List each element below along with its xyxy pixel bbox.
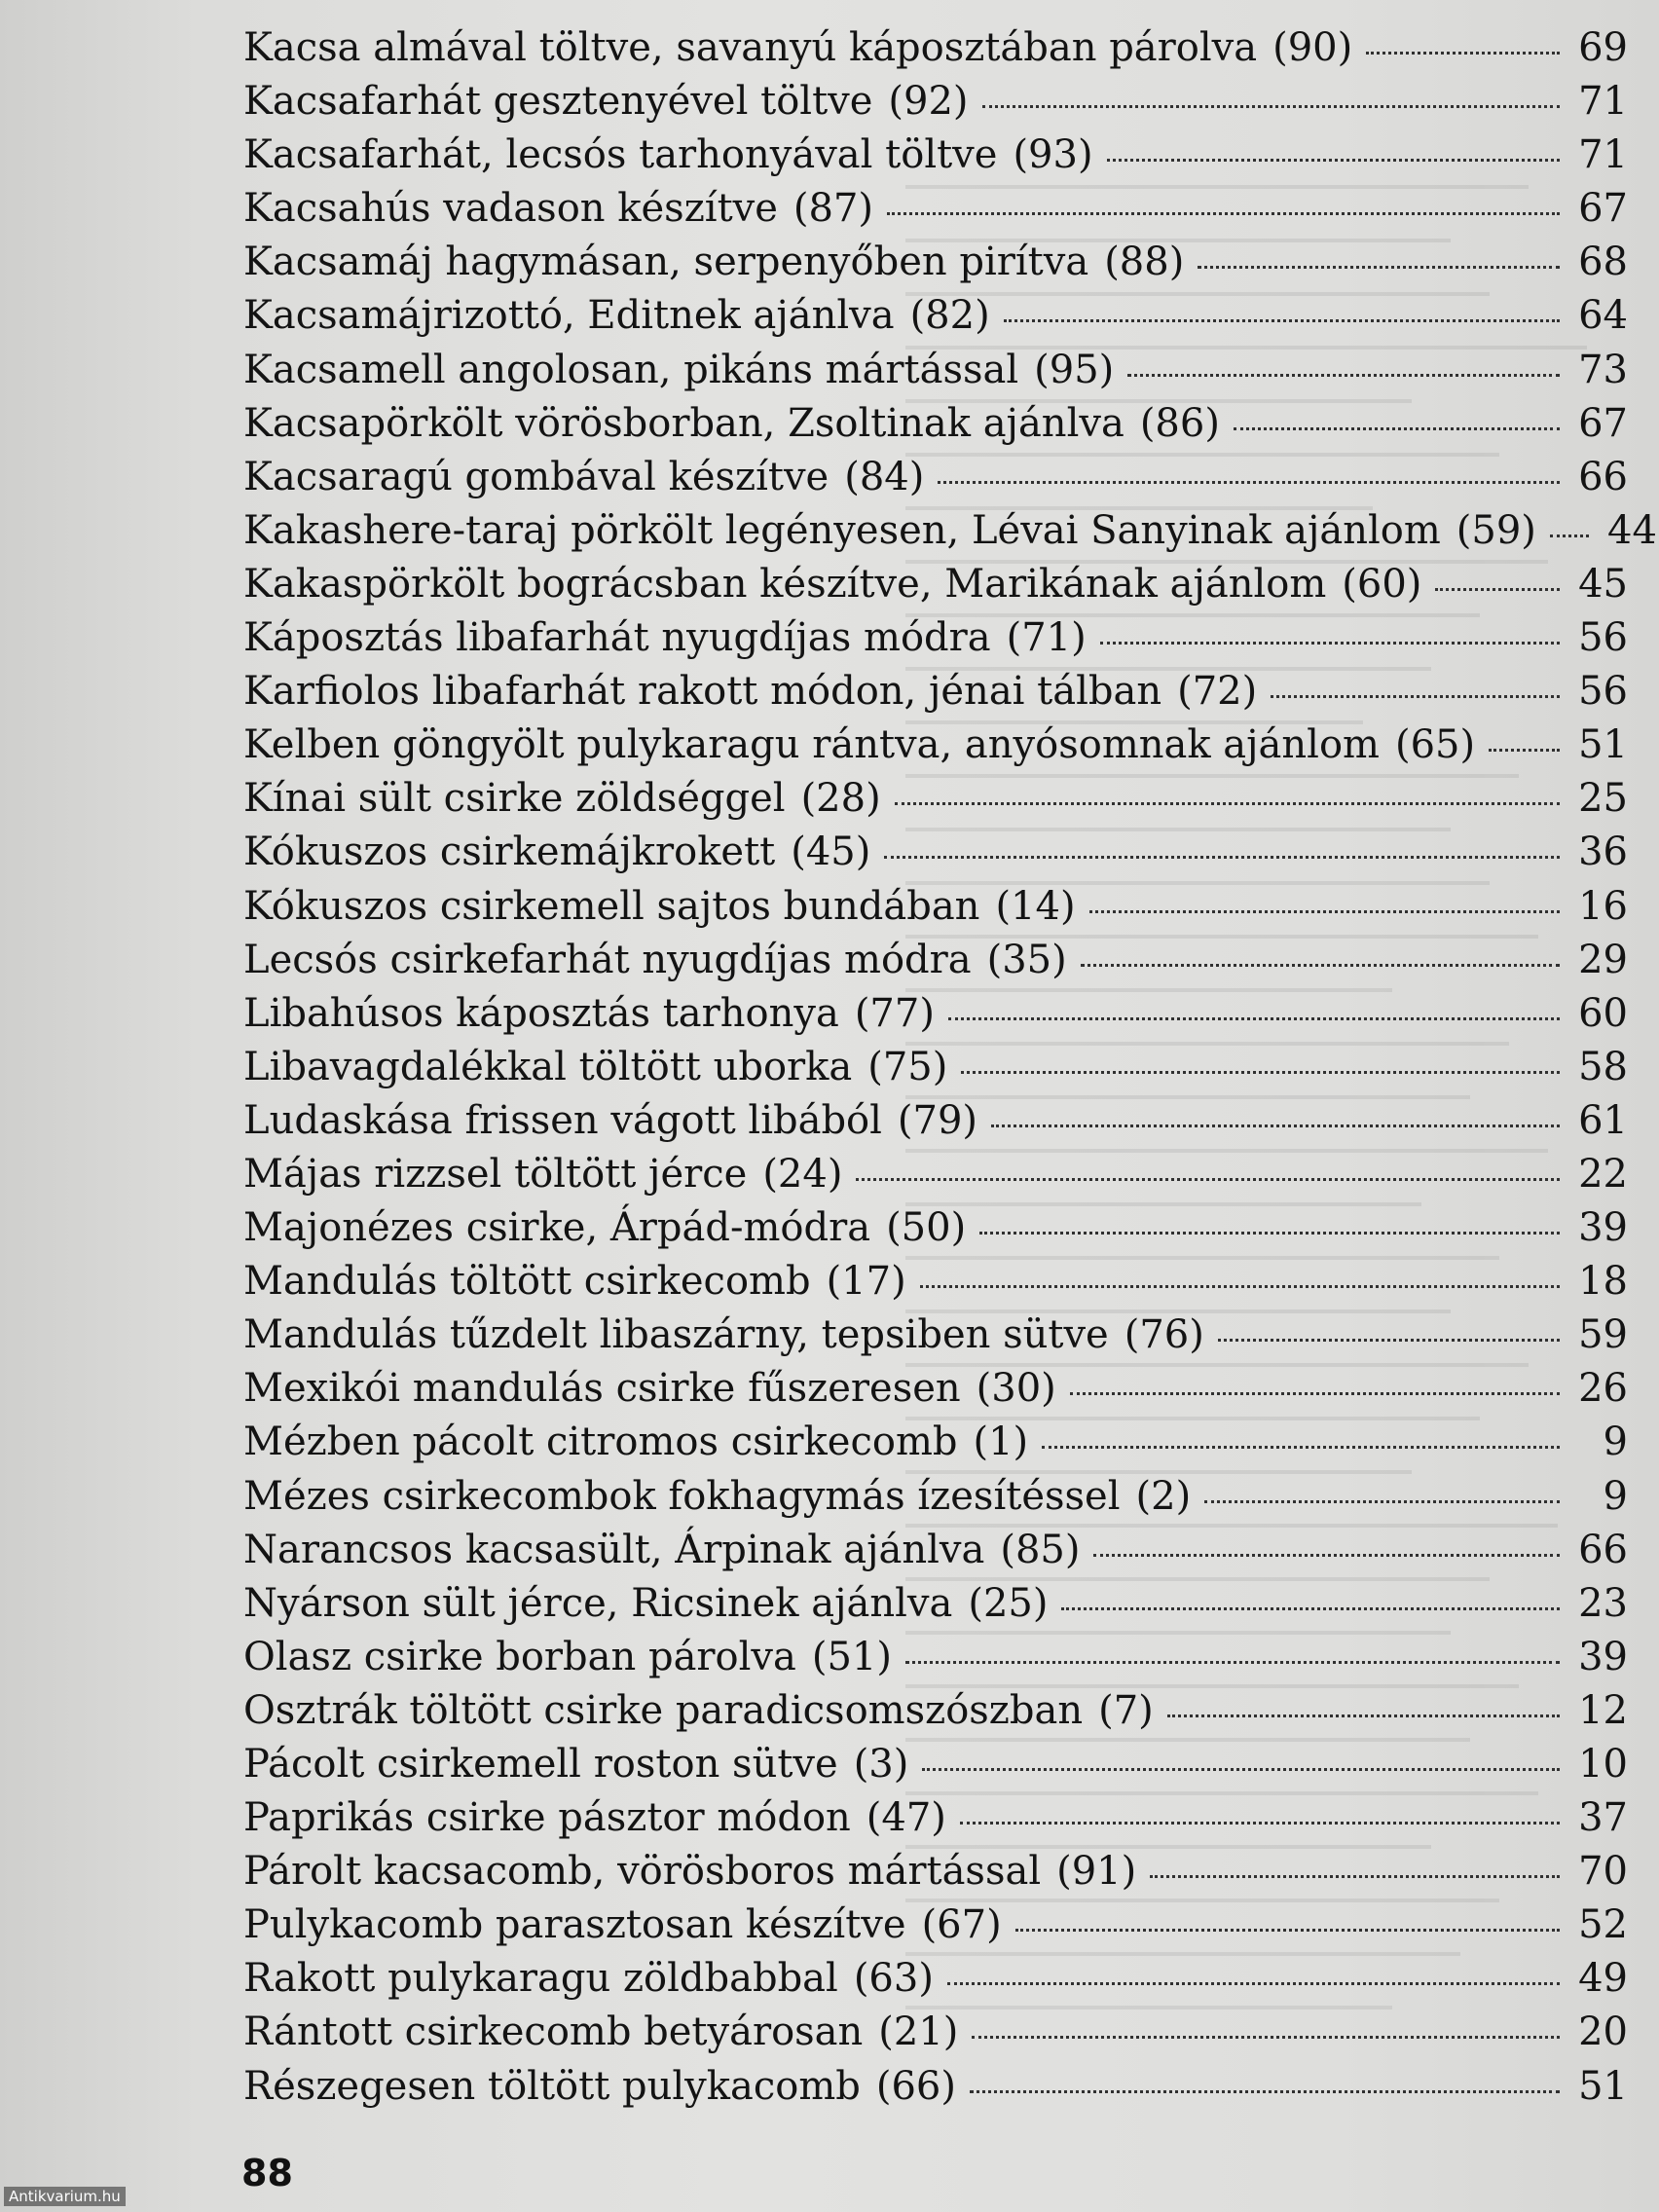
entry-page-number: 58 [1578,1044,1628,1089]
dot-leader [1107,159,1560,162]
entry-title: Párolt kacsacomb, vörösboros mártással [243,1849,1042,1895]
entry-page-number: 71 [1578,79,1628,125]
entry-recipe-number: (84) [844,454,925,499]
entry-recipe-number: (35) [986,937,1067,982]
entry-recipe-number: (59) [1456,507,1536,553]
entry-page-number: 67 [1578,186,1628,232]
entry-recipe-number: (90) [1272,25,1353,70]
dot-leader [1271,695,1560,698]
entry-title: Részegesen töltött pulykacomb [243,2063,861,2109]
toc-entry [243,289,1628,343]
entry-recipe-number: (85) [1000,1527,1081,1572]
entry-page-number: 16 [1578,883,1628,929]
entry-recipe-number: (21) [878,2009,959,2055]
dot-leader [1218,1339,1560,1342]
toc-entry [243,1362,1628,1416]
entry-title: Osztrák töltött csirke paradicsomszószban [243,1687,1084,1733]
toc-entry [243,558,1628,611]
dot-leader [1061,1607,1560,1610]
toc-entry [243,1309,1628,1362]
dot-leader [1198,266,1560,269]
entry-title: Kacsaragú gombával készítve [243,454,830,499]
toc-entry [243,451,1628,504]
entry-recipe-number: (75) [867,1044,948,1089]
entry-title: Kacsamáj hagymásan, serpenyőben pirítva [243,240,1089,285]
dot-leader [1550,535,1589,537]
toc-entry [243,75,1628,129]
entry-title: Lecsós csirkefarhát nyugdíjas módra [243,937,972,982]
toc-entry [243,21,1628,75]
entry-recipe-number: (3) [853,1742,909,1787]
dot-leader [979,1232,1560,1235]
dot-leader [1100,642,1560,645]
toc-entry [243,129,1628,182]
entry-page-number: 52 [1578,1902,1628,1948]
table-of-contents [243,21,1657,2114]
dot-leader [1042,1446,1560,1449]
entry-title: Kókuszos csirkemell sajtos bundában [243,883,980,929]
entry-page-number: 23 [1578,1580,1628,1626]
toc-entry [243,1738,1628,1791]
toc-entry [243,397,1628,451]
entry-page-number: 39 [1578,1205,1628,1251]
toc-entry [243,665,1628,719]
toc-entry [243,987,1628,1041]
dot-leader [1150,1875,1560,1878]
entry-recipe-number: (51) [811,1634,892,1679]
entry-recipe-number: (17) [826,1259,906,1305]
entry-page-number: 25 [1578,776,1628,822]
entry-recipe-number: (45) [791,830,871,875]
entry-title: Karfiolos libafarhát rakott módon, jénai tálban [243,669,1162,715]
entry-page-number: 66 [1578,454,1628,499]
entry-page-number: 37 [1578,1795,1628,1841]
watermark: Antikvarium.hu [4,2187,126,2206]
toc-entry [243,1952,1628,2006]
entry-title: Olasz csirke borban párolva [243,1634,796,1679]
dot-leader [920,1285,1560,1288]
toc-entry [243,772,1628,826]
entry-page-number: 60 [1578,990,1628,1036]
entry-page-number: 56 [1578,669,1628,715]
dot-leader [982,105,1560,108]
entry-title: Majonézes csirke, Árpád-módra [243,1205,871,1251]
entry-title: Kínai sült csirke zöldséggel [243,776,786,822]
entry-page-number: 39 [1578,1634,1628,1679]
entry-recipe-number: (25) [968,1580,1049,1626]
entry-recipe-number: (65) [1394,722,1476,768]
toc-entry [243,934,1628,987]
dot-leader [887,212,1560,215]
entry-title: Kacsamájrizottó, Editnek ajánlva [243,293,895,339]
entry-recipe-number: (28) [800,776,881,822]
entry-page-number: 61 [1578,1097,1628,1143]
entry-title: Kacsahús vadason készítve [243,186,778,232]
entry-page-number: 45 [1578,561,1628,607]
dot-leader [1081,964,1560,967]
entry-title: Kakashere-taraj pörkölt legényesen, Lévai Sanyinak ajánlom [243,507,1441,553]
toc-entry [243,1470,1628,1524]
dot-leader [1435,588,1560,591]
entry-page-number: 51 [1578,2063,1628,2109]
toc-entry [243,182,1628,236]
entry-recipe-number: (82) [909,293,990,339]
dot-leader [960,1822,1560,1825]
dot-leader [1366,52,1560,55]
entry-title: Káposztás libafarhát nyugdíjas módra [243,615,991,661]
toc-entry [243,1631,1628,1684]
entry-recipe-number: (60) [1342,561,1422,607]
entry-title: Pulykacomb parasztosan készítve [243,1902,906,1948]
entry-title: Pácolt csirkemell roston sütve [243,1742,838,1787]
entry-title: Mézben pácolt citromos csirkecomb [243,1419,958,1465]
dot-leader [856,1178,1560,1181]
entry-title: Ludaskása frissen vágott libából [243,1097,882,1143]
dot-leader [1204,1500,1560,1503]
dot-leader [895,802,1560,805]
entry-page-number: 22 [1578,1151,1628,1197]
entry-recipe-number: (7) [1098,1687,1154,1733]
entry-recipe-number: (66) [875,2063,956,2109]
entry-recipe-number: (92) [888,79,969,125]
entry-page-number: 12 [1578,1687,1628,1733]
entry-recipe-number: (50) [886,1205,967,1251]
toc-entry [243,1845,1628,1899]
entry-page-number: 68 [1578,240,1628,285]
entry-recipe-number: (71) [1006,615,1087,661]
entry-page-number: 44 [1607,507,1657,553]
entry-recipe-number: (2) [1135,1473,1192,1519]
toc-entry [243,826,1628,879]
entry-page-number: 9 [1603,1419,1628,1465]
entry-title: Mandulás töltött csirkecomb [243,1259,811,1305]
dot-leader [947,1982,1560,1985]
entry-page-number: 73 [1578,347,1628,392]
entry-recipe-number: (77) [854,990,935,1036]
dot-leader [884,856,1560,859]
entry-page-number: 51 [1578,722,1628,768]
entry-recipe-number: (93) [1013,132,1093,178]
toc-entry [243,1094,1628,1148]
toc-entry [243,1791,1628,1845]
entry-title: Mexikói mandulás csirke fűszeresen [243,1366,961,1412]
entry-title: Rakott pulykaragu zöldbabbal [243,1956,838,2002]
toc-entry [243,236,1628,289]
toc-entry [243,1148,1628,1201]
entry-page-number: 66 [1578,1527,1628,1572]
toc-entry [243,344,1628,397]
entry-recipe-number: (14) [995,883,1076,929]
dot-leader [1004,319,1560,322]
toc-entry [243,611,1628,665]
toc-entry [243,1577,1628,1631]
entry-title: Mézes csirkecombok fokhagymás ízesítéssel [243,1473,1121,1519]
entry-title: Rántott csirkecomb betyárosan [243,2009,864,2055]
entry-title: Kacsapörkölt vörösborban, Zsoltinak ajánlva [243,400,1124,446]
entry-title: Kakaspörkölt bográcsban készítve, Marikának ajánlom [243,561,1327,607]
entry-title: Kacsamell angolosan, pikáns mártással [243,347,1019,392]
entry-title: Narancsos kacsasült, Árpinak ajánlva [243,1527,985,1572]
toc-entry [243,1416,1628,1469]
entry-page-number: 9 [1603,1473,1628,1519]
entry-page-number: 64 [1578,293,1628,339]
toc-entry [243,504,1657,558]
entry-recipe-number: (47) [866,1795,946,1841]
toc-entry [243,719,1628,772]
entry-title: Kacsa almával töltve, savanyú káposztában párolva [243,25,1258,70]
entry-page-number: 10 [1578,1742,1628,1787]
entry-recipe-number: (67) [921,1902,1002,1948]
dot-leader [1234,427,1560,430]
entry-title: Nyárson sült jérce, Ricsinek ajánlva [243,1580,953,1626]
entry-page-number: 29 [1578,937,1628,982]
dot-leader [1089,910,1560,913]
entry-title: Libahúsos káposztás tarhonya [243,990,839,1036]
dot-leader [1015,1929,1560,1932]
entry-title: Kacsafarhát gesztenyével töltve [243,79,873,125]
entry-recipe-number: (24) [762,1151,843,1197]
dot-leader [905,1661,1560,1664]
entry-page-number: 26 [1578,1366,1628,1412]
entry-recipe-number: (87) [793,186,874,232]
entry-page-number: 56 [1578,615,1628,661]
entry-title: Kelben göngyölt pulykaragu rántva, anyósomnak ajánlom [243,722,1380,768]
dot-leader [961,1071,1560,1074]
dot-leader [1167,1714,1560,1717]
entry-page-number: 20 [1578,2009,1628,2055]
entry-title: Kacsafarhát, lecsós tarhonyával töltve [243,132,998,178]
entry-recipe-number: (72) [1177,669,1258,715]
entry-title: Mandulás tűzdelt libaszárny, tepsiben sütve [243,1312,1109,1358]
entry-title: Paprikás csirke pásztor módon [243,1795,851,1841]
dot-leader [972,2036,1560,2039]
toc-entry [243,1201,1628,1255]
page-number: 88 [241,2152,293,2194]
entry-recipe-number: (88) [1104,240,1185,285]
dot-leader [991,1124,1560,1127]
entry-recipe-number: (1) [973,1419,1029,1465]
entry-recipe-number: (79) [897,1097,978,1143]
toc-entry [243,1899,1628,1952]
entry-page-number: 18 [1578,1259,1628,1305]
dot-leader [1127,374,1560,377]
toc-entry [243,1041,1628,1094]
entry-page-number: 59 [1578,1312,1628,1358]
dot-leader [1489,749,1560,752]
entry-title: Májas rizzsel töltött jérce [243,1151,748,1197]
entry-page-number: 36 [1578,830,1628,875]
entry-title: Libavagdalékkal töltött uborka [243,1044,853,1089]
entry-page-number: 69 [1578,25,1628,70]
entry-recipe-number: (91) [1056,1849,1137,1895]
toc-entry [243,1524,1628,1577]
entry-title: Kókuszos csirkemájkrokett [243,830,776,875]
dot-leader [922,1768,1560,1771]
entry-page-number: 70 [1578,1849,1628,1895]
dot-leader [1070,1392,1560,1395]
entry-recipe-number: (95) [1034,347,1115,392]
toc-entry [243,2060,1628,2114]
dot-leader [938,481,1560,484]
entry-recipe-number: (63) [853,1956,934,2002]
entry-recipe-number: (86) [1139,400,1220,446]
dot-leader [948,1017,1560,1020]
toc-entry [243,1684,1628,1738]
entry-page-number: 49 [1578,1956,1628,2002]
dot-leader [1093,1554,1560,1557]
entry-page-number: 67 [1578,400,1628,446]
toc-entry [243,1255,1628,1309]
dot-leader [970,2090,1560,2093]
toc-entry [243,2006,1628,2059]
entry-recipe-number: (30) [976,1366,1056,1412]
toc-entry [243,880,1628,934]
entry-page-number: 71 [1578,132,1628,178]
entry-recipe-number: (76) [1124,1312,1204,1358]
